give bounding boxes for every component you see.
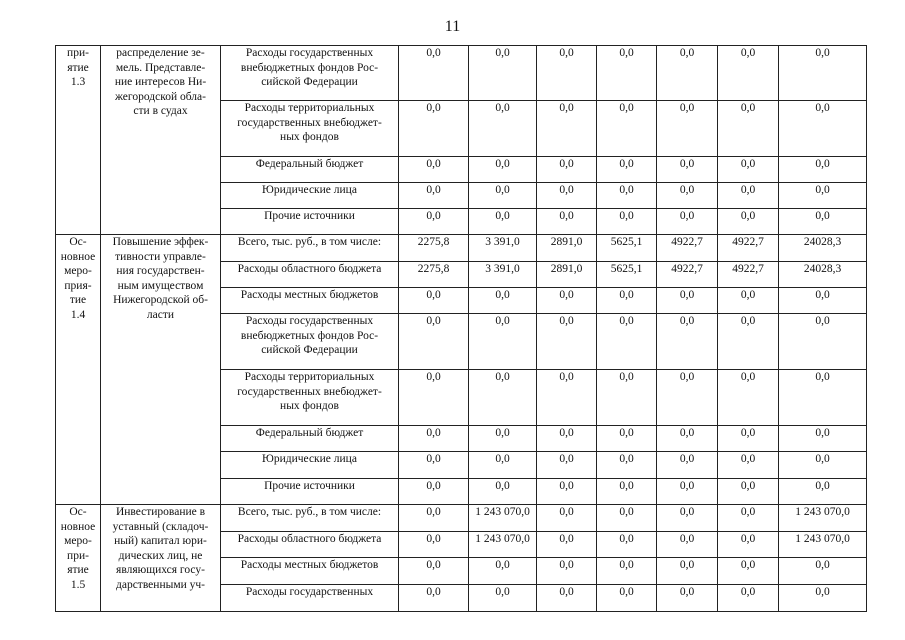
funding-source: Всего, тыс. руб., в том числе: — [237, 236, 382, 248]
value-cell: 0,0 — [718, 209, 779, 235]
value-cell: 0,0 — [597, 452, 657, 479]
value-cell: 0,0 — [399, 558, 469, 585]
value-cell: 5625,1 — [597, 235, 657, 262]
value-cell: 0,0 — [779, 209, 867, 235]
funding-source: Федеральный бюджет — [255, 427, 364, 439]
activity-name: Инвестирование в уставный (складоч- ный) капитал юри- дических лиц, не являющихся госу- дарственными уч- — [112, 506, 209, 591]
value-cell: 3 391,0 — [469, 235, 537, 262]
value-cell: 0,0 — [469, 585, 537, 612]
value-cell: 0,0 — [718, 532, 779, 558]
value-cell: 0,0 — [469, 183, 537, 209]
value-cell: 0,0 — [537, 532, 597, 558]
value-cell: 1 243 070,0 — [469, 532, 537, 558]
budget-table — [55, 45, 867, 612]
value-cell: 0,0 — [399, 101, 469, 157]
value-cell: 2275,8 — [399, 235, 469, 262]
funding-source-cell — [221, 235, 399, 262]
table-row — [56, 235, 867, 262]
funding-source-cell — [221, 101, 399, 157]
value-cell: 0,0 — [597, 46, 657, 101]
value-cell: 0,0 — [597, 101, 657, 157]
value-cell: 0,0 — [657, 558, 718, 585]
value-cell: 0,0 — [657, 101, 718, 157]
value-cell: 0,0 — [597, 532, 657, 558]
value-cell: 0,0 — [718, 46, 779, 101]
value-cell: 0,0 — [399, 209, 469, 235]
funding-source: Расходы областного бюджета — [237, 533, 382, 545]
value-cell: 0,0 — [718, 157, 779, 183]
value-cell: 0,0 — [469, 558, 537, 585]
value-cell: 0,0 — [469, 101, 537, 157]
value-cell: 0,0 — [779, 426, 867, 452]
funding-source-cell — [221, 209, 399, 235]
value-cell: 0,0 — [537, 101, 597, 157]
value-cell: 0,0 — [469, 314, 537, 370]
activity-name: Повышение эффек- тивности управле- ния государствен- ным имуществом Нижегородской об- ласти — [112, 236, 209, 321]
value-cell: 4922,7 — [718, 262, 779, 288]
value-cell: 0,0 — [537, 288, 597, 314]
value-cell: 0,0 — [779, 46, 867, 101]
value-cell: 0,0 — [597, 314, 657, 370]
value-cell: 0,0 — [779, 157, 867, 183]
funding-source: Расходы областного бюджета — [237, 263, 382, 275]
value-cell: 0,0 — [399, 426, 469, 452]
value-cell: 0,0 — [469, 288, 537, 314]
value-cell: 0,0 — [657, 532, 718, 558]
value-cell: 2891,0 — [537, 262, 597, 288]
funding-source: Прочие источники — [264, 210, 355, 222]
value-cell: 0,0 — [718, 101, 779, 157]
funding-source-cell — [221, 426, 399, 452]
value-cell: 0,0 — [537, 426, 597, 452]
funding-source: Расходы местных бюджетов — [240, 289, 379, 301]
value-cell: 0,0 — [399, 452, 469, 479]
value-cell: 0,0 — [657, 585, 718, 612]
value-cell: 0,0 — [399, 46, 469, 101]
value-cell: 0,0 — [399, 183, 469, 209]
value-cell: 2891,0 — [537, 235, 597, 262]
value-cell: 0,0 — [537, 46, 597, 101]
value-cell: 0,0 — [718, 426, 779, 452]
value-cell: 0,0 — [657, 157, 718, 183]
value-cell: 24028,3 — [779, 235, 867, 262]
value-cell: 0,0 — [718, 505, 779, 532]
funding-source-cell — [221, 183, 399, 209]
value-cell: 0,0 — [399, 314, 469, 370]
value-cell: 0,0 — [537, 314, 597, 370]
program-cell — [56, 46, 101, 235]
value-cell: 0,0 — [597, 370, 657, 426]
funding-source: Расходы территориальных государственных внебюджет- ных фондов — [237, 102, 382, 143]
value-cell: 0,0 — [718, 288, 779, 314]
value-cell: 0,0 — [779, 288, 867, 314]
value-cell: 0,0 — [779, 585, 867, 612]
program-cell — [56, 235, 101, 505]
value-cell: 0,0 — [657, 46, 718, 101]
funding-source: Федеральный бюджет — [255, 158, 364, 170]
value-cell: 0,0 — [597, 558, 657, 585]
funding-source: Расходы местных бюджетов — [240, 559, 379, 571]
value-cell: 0,0 — [469, 209, 537, 235]
activity-name: распределение зе- мель. Представле- ние интересов Ни- жегородской обла- сти в судах — [114, 47, 207, 117]
value-cell: 0,0 — [779, 452, 867, 479]
program-label: Ос- новное меро- при- ятие 1.5 — [60, 506, 96, 591]
value-cell: 4922,7 — [657, 235, 718, 262]
program-label: Ос- новное меро- прия- тие 1.4 — [60, 236, 96, 321]
value-cell: 2275,8 — [399, 262, 469, 288]
value-cell: 0,0 — [657, 209, 718, 235]
value-cell: 0,0 — [537, 157, 597, 183]
value-cell: 0,0 — [718, 183, 779, 209]
value-cell: 0,0 — [597, 288, 657, 314]
value-cell: 0,0 — [779, 314, 867, 370]
funding-source: Юридические лица — [262, 453, 357, 465]
value-cell: 0,0 — [537, 183, 597, 209]
funding-source: Расходы государственных — [245, 586, 374, 598]
funding-source-cell — [221, 452, 399, 479]
program-label: при- ятие 1.3 — [67, 47, 89, 88]
funding-source: Всего, тыс. руб., в том числе: — [237, 506, 382, 518]
value-cell: 5625,1 — [597, 262, 657, 288]
value-cell: 0,0 — [597, 426, 657, 452]
value-cell: 4922,7 — [718, 235, 779, 262]
value-cell: 0,0 — [469, 157, 537, 183]
activity-name-cell — [101, 46, 221, 235]
funding-source-cell — [221, 505, 399, 532]
funding-source: Прочие источники — [264, 480, 355, 492]
value-cell: 0,0 — [779, 101, 867, 157]
value-cell: 0,0 — [779, 479, 867, 505]
funding-source-cell — [221, 288, 399, 314]
value-cell: 0,0 — [718, 585, 779, 612]
activity-name-cell — [101, 505, 221, 612]
program-cell — [56, 505, 101, 612]
funding-source-cell — [221, 370, 399, 426]
value-cell: 1 243 070,0 — [779, 532, 867, 558]
value-cell: 0,0 — [469, 452, 537, 479]
funding-source-cell — [221, 314, 399, 370]
value-cell: 0,0 — [718, 452, 779, 479]
value-cell: 0,0 — [537, 558, 597, 585]
value-cell: 0,0 — [399, 479, 469, 505]
funding-source: Расходы территориальных государственных внебюджет- ных фондов — [237, 371, 382, 412]
value-cell: 0,0 — [597, 585, 657, 612]
value-cell: 0,0 — [657, 314, 718, 370]
value-cell: 0,0 — [657, 288, 718, 314]
funding-source-cell — [221, 585, 399, 612]
funding-source-cell — [221, 46, 399, 101]
funding-source-cell — [221, 157, 399, 183]
funding-source: Юридические лица — [262, 184, 357, 196]
table-row — [56, 46, 867, 101]
value-cell: 0,0 — [779, 370, 867, 426]
value-cell: 1 243 070,0 — [779, 505, 867, 532]
value-cell: 0,0 — [469, 479, 537, 505]
value-cell: 3 391,0 — [469, 262, 537, 288]
value-cell: 0,0 — [718, 370, 779, 426]
value-cell: 0,0 — [469, 370, 537, 426]
funding-source-cell — [221, 479, 399, 505]
value-cell: 0,0 — [657, 505, 718, 532]
value-cell: 4922,7 — [657, 262, 718, 288]
value-cell: 0,0 — [469, 46, 537, 101]
value-cell: 0,0 — [718, 558, 779, 585]
value-cell: 0,0 — [537, 479, 597, 505]
value-cell: 0,0 — [399, 532, 469, 558]
value-cell: 0,0 — [537, 505, 597, 532]
value-cell: 0,0 — [399, 288, 469, 314]
value-cell: 0,0 — [718, 479, 779, 505]
value-cell: 0,0 — [779, 558, 867, 585]
value-cell: 0,0 — [779, 183, 867, 209]
funding-source-cell — [221, 558, 399, 585]
value-cell: 0,0 — [597, 157, 657, 183]
value-cell: 0,0 — [657, 370, 718, 426]
value-cell: 0,0 — [537, 585, 597, 612]
value-cell: 0,0 — [657, 479, 718, 505]
funding-source-cell — [221, 262, 399, 288]
page-number: 11 — [444, 18, 461, 35]
value-cell: 0,0 — [597, 479, 657, 505]
value-cell: 0,0 — [399, 585, 469, 612]
value-cell: 0,0 — [718, 314, 779, 370]
funding-source-cell — [221, 532, 399, 558]
value-cell: 0,0 — [399, 370, 469, 426]
table-row — [56, 505, 867, 532]
value-cell: 0,0 — [657, 426, 718, 452]
value-cell: 0,0 — [657, 183, 718, 209]
value-cell: 0,0 — [399, 157, 469, 183]
value-cell: 0,0 — [537, 452, 597, 479]
value-cell: 0,0 — [399, 505, 469, 532]
value-cell: 0,0 — [537, 370, 597, 426]
value-cell: 24028,3 — [779, 262, 867, 288]
funding-source: Расходы государственных внебюджетных фондов Рос- сийской Федерации — [240, 315, 379, 356]
funding-source: Расходы государственных внебюджетных фондов Рос- сийской Федерации — [240, 47, 379, 88]
value-cell: 0,0 — [597, 505, 657, 532]
value-cell: 0,0 — [597, 183, 657, 209]
value-cell: 0,0 — [537, 209, 597, 235]
value-cell: 1 243 070,0 — [469, 505, 537, 532]
value-cell: 0,0 — [469, 426, 537, 452]
activity-name-cell — [101, 235, 221, 505]
value-cell: 0,0 — [597, 209, 657, 235]
value-cell: 0,0 — [657, 452, 718, 479]
